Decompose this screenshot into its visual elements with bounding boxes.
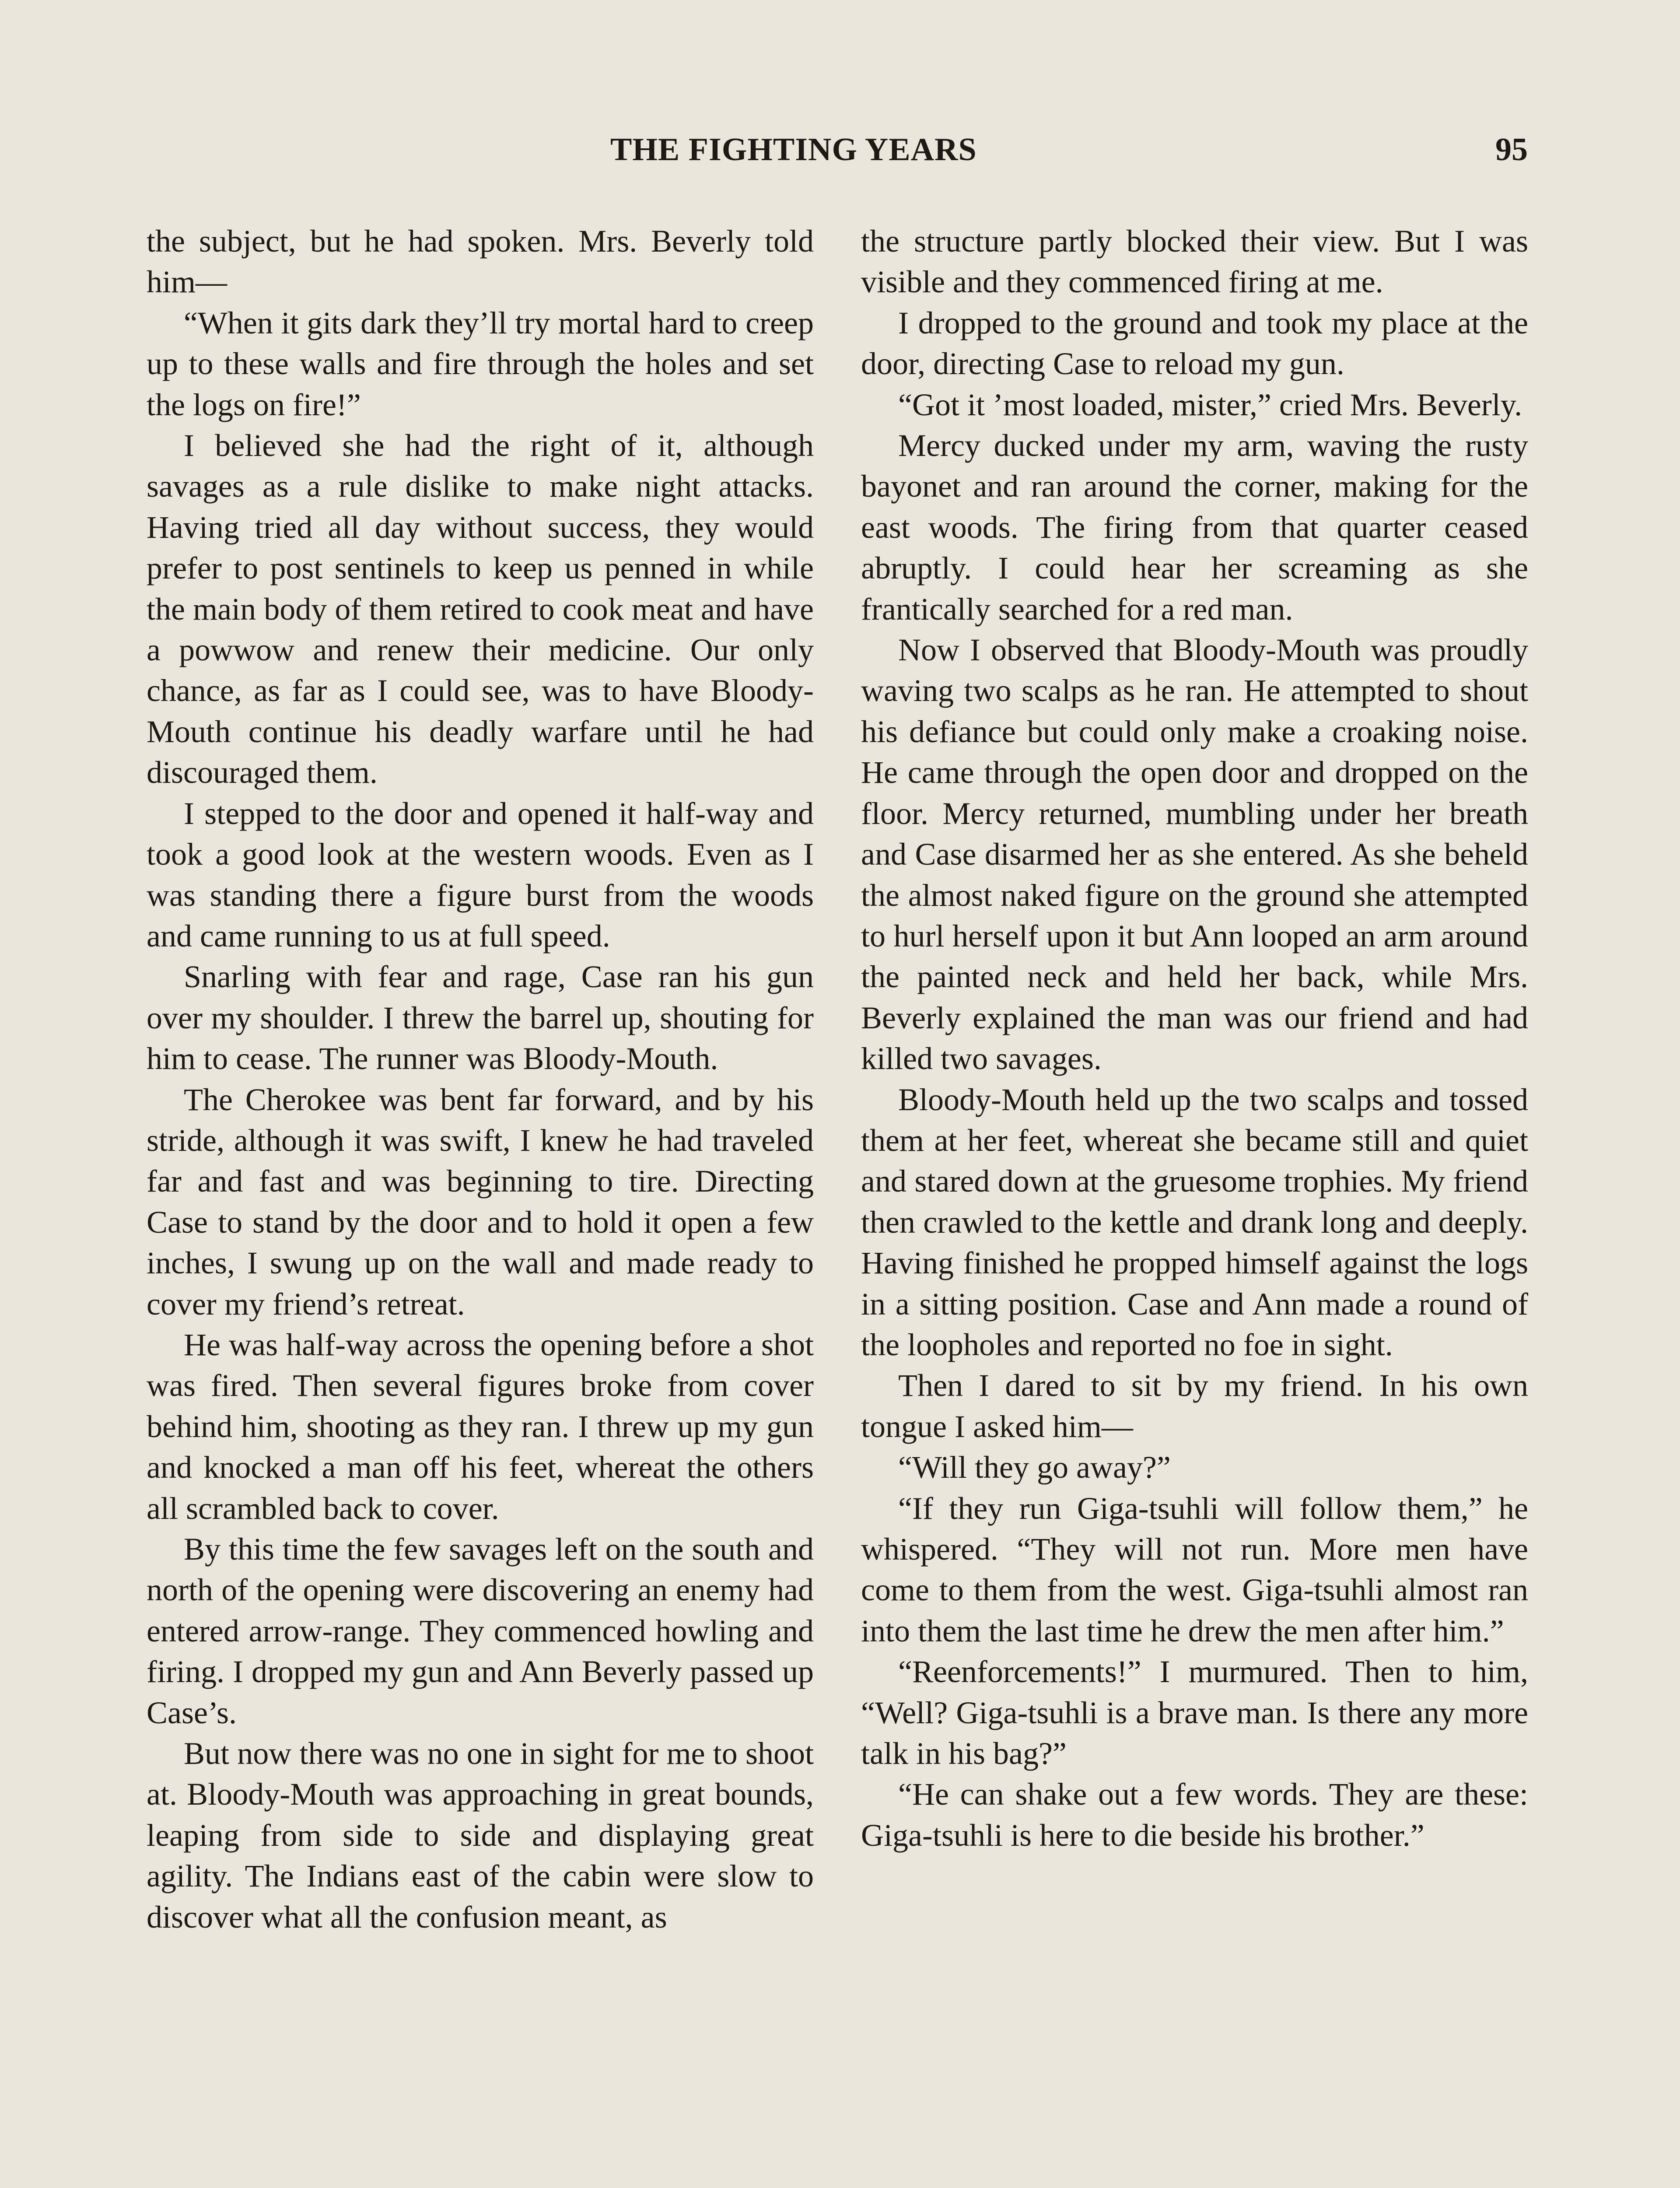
page-number: 95	[1495, 132, 1528, 168]
paragraph: Now I observed that Bloody-Mouth was proudly waving two scalps as he ran. He attempted to shout his defiance but could only make a croaking noise. He came through the open door and dropped on the floor. Mercy returned, mumbling under her breath and Case disarmed her as she entered. As she beheld the almost naked figure on the ground she attempted to hurl herself upon it but Ann looped an arm around the painted neck and held her back, while Mrs. Beverly explained the man was our friend and had killed two savages.	[861, 632, 1528, 1076]
paragraph: The Cherokee was bent far forward, and by his stride, although it was swift, I knew he had traveled far and fast and was beginning to tire. Directing Case to stand by the door and to hold it open a few inches, I swung up on the wall and made ready to cover my friend’s retreat.	[147, 1082, 814, 1322]
paragraph: “When it gits dark they’ll try mortal hard to creep up to these walls and fire through the holes and set the logs on fire!”	[147, 305, 814, 422]
paragraph: “He can shake out a few words. They are these: Giga-tsuhli is here to die beside his brother.”	[861, 1777, 1528, 1853]
paragraph: Snarling with fear and rage, Case ran his gun over my shoulder. I threw the barrel up, shouting for him to cease. The runner was Bloody-Mouth.	[147, 959, 814, 1076]
paragraph: By this time the few savages left on the south and north of the opening were discovering an enemy had entered arrow-range. They commenced howling and firing. I dropped my gun and Ann Beverly passed up Case’s.	[147, 1532, 814, 1730]
paragraph: the subject, but he had spoken. Mrs. Beverly told him—	[147, 224, 814, 300]
paragraph: “Got it ’most loaded, mister,” cried Mrs. Beverly.	[898, 387, 1522, 422]
paragraph: I stepped to the door and opened it half-way and took a good look at the western woods. Even as I was standing there a figure burst from the woods and came running to us at full speed.	[147, 796, 814, 954]
paragraph: the structure partly blocked their view. But I was visible and they commenced firing at me.	[861, 224, 1528, 300]
paragraph: Bloody-Mouth held up the two scalps and tossed them at her feet, whereat she became still and quiet and stared down at the gruesome trophies. My friend then crawled to the kettle and drank long and deeply. Having finished he propped himself against the logs in a sitting position. Case and Ann made a round of the loopholes and reported no foe in sight.	[861, 1082, 1528, 1362]
right-column	[861, 221, 1528, 1856]
paragraph: But now there was no one in sight for me to shoot at. Bloody-Mouth was approaching in great bounds, leaping from side to side and displaying great agility. The Indians east of the cabin were slow to discover what all the confusion meant, as	[147, 1736, 814, 1935]
paragraph: He was half-way across the opening before a shot was fired. Then several figures broke from cover behind him, shooting as they ran. I threw up my gun and knocked a man off his feet, whereat the others all scrambled back to cover.	[147, 1327, 814, 1526]
paragraph: “Will they go away?”	[898, 1450, 1171, 1485]
paragraph: Then I dared to sit by my friend. In his own tongue I asked him—	[861, 1368, 1528, 1444]
paragraph: I believed she had the right of it, although savages as a rule dislike to make night attacks. Having tried all day without success, they would prefer to post sentinels to keep us penned in while the main body of them retired to cook meat and have a powwow and renew their medicine. Our only chance, as far as I could see, was to have Bloody-Mouth continue his deadly warfare until he had discouraged them.	[147, 428, 814, 790]
left-column	[147, 221, 814, 1938]
paragraph: “Reenforcements!” I murmured. Then to him, “Well? Giga-tsuhli is a brave man. Is there any more talk in his bag?”	[861, 1654, 1528, 1771]
paragraph: Mercy ducked under my arm, waving the rusty bayonet and ran around the corner, making for the east woods. The firing from that quarter ceased abruptly. I could hear her screaming as she frantically searched for a red man.	[861, 428, 1528, 627]
running-head: THE FIGHTING YEARS	[610, 132, 977, 168]
paragraph: “If they run Giga-tsuhli will follow them,” he whispered. “They will not run. More men have come to them from the west. Giga-tsuhli almost ran into them the last time he drew the men after him.”	[861, 1490, 1528, 1648]
paragraph: I dropped to the ground and took my place at the door, directing Case to reload my gun.	[861, 305, 1528, 382]
